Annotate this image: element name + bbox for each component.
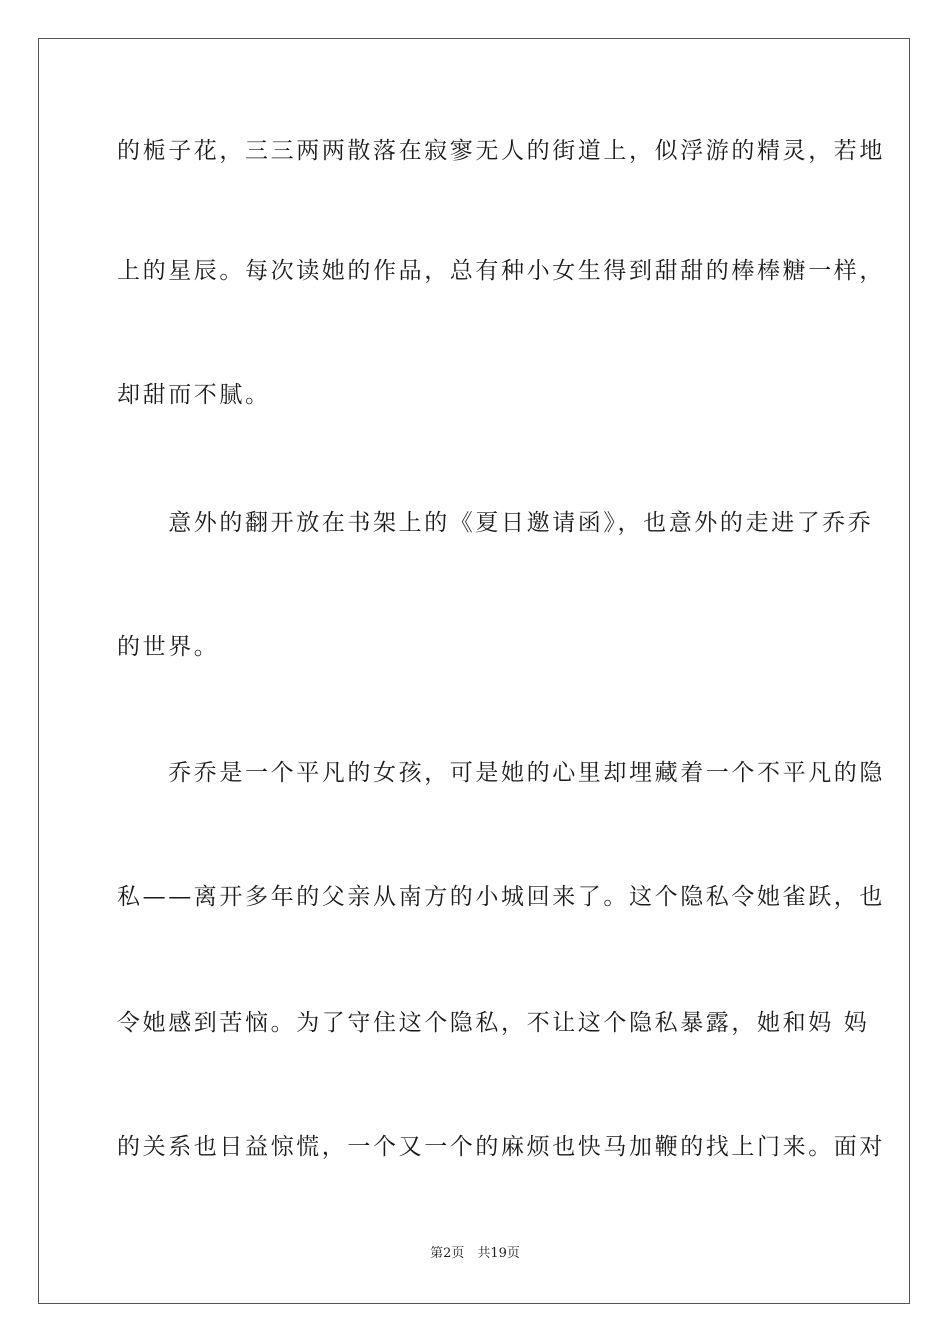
text-line-7: 私——离开多年的父亲从南方的小城回来了。这个隐私令她雀跃，也 [117,884,885,910]
text-line-1: 的栀子花，三三两两散落在寂寥无人的街道上，似浮游的精灵，若地 [117,138,885,164]
page-border [38,38,910,1304]
page-number-footer: 第2页 共19页 [430,1246,520,1261]
text-line-5: 的世界。 [117,634,220,660]
text-line-8: 令她感到苦恼。为了守住这个隐私，不让这个隐私暴露，她和妈 妈 [117,1010,870,1036]
text-line-9: 的关系也日益惊慌，一个又一个的麻烦也快马加鞭的找上门来。面对 [117,1134,885,1160]
text-line-4: 意外的翻开放在书架上的《夏日邀请函》，也意外的走进了乔乔 [117,510,874,536]
text-line-2: 上的星辰。每次读她的作品，总有种小女生得到甜甜的棒棒糖一样， [117,258,885,284]
text-line-6: 乔乔是一个平凡的女孩，可是她的心里却埋藏着一个不平凡的隐 [117,760,885,786]
text-line-3: 却甜而不腻。 [117,382,271,408]
